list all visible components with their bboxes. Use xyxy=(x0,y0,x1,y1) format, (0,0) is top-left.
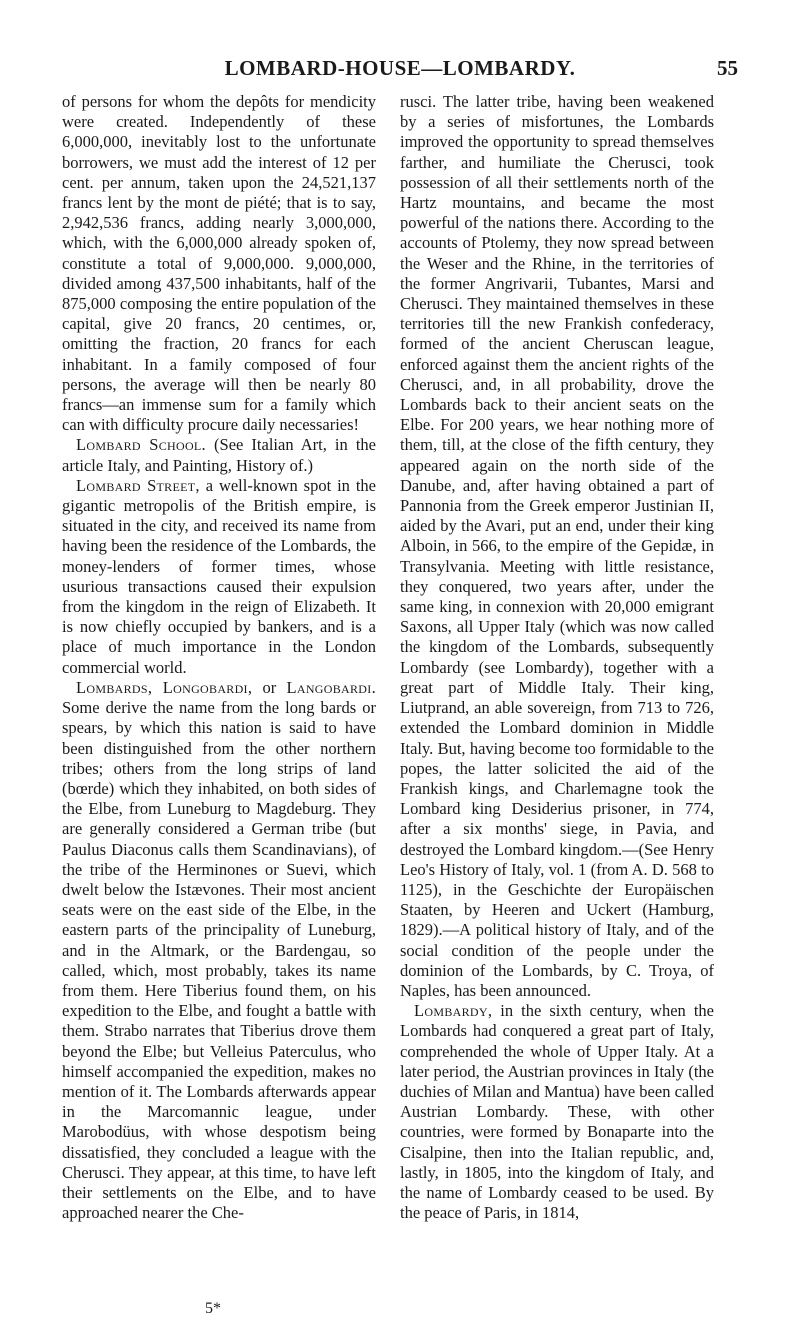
entry-lombard-street xyxy=(62,476,376,678)
signature-mark: 5* xyxy=(205,1300,221,1317)
entry-headword: Lombardy, xyxy=(414,1001,493,1021)
entry-headword: Lombard School. xyxy=(76,435,206,455)
entry-lombards xyxy=(62,678,376,1223)
entry-headword: Lombard Street, xyxy=(76,475,200,495)
entry-lombard-school xyxy=(62,435,376,475)
right-column xyxy=(400,92,714,1223)
page-header xyxy=(62,56,738,80)
entry-lombardy xyxy=(400,1001,714,1223)
left-column xyxy=(62,92,376,1223)
running-head: LOMBARD-HOUSE—LOMBARDY. xyxy=(224,56,576,80)
page-number: 55 xyxy=(717,56,738,80)
entry-headword-alt: Langobardi. xyxy=(286,677,376,697)
entry-body: in the sixth century, when the Lombards had conquered a great part of Italy, comprehended the whole of Upper Italy. At a later period, the Austrian provinces in Italy (the duchies of Milan and Mantua) have been called Austrian Lombardy. These, with other countries, were formed by Bonaparte into the Cisalpine, then into the Italian republic, and, lastly, in 1805, into the kingdom of Italy, and the name of Lombardy ceased to be used. By the peace of Paris, in 1814, xyxy=(400,1001,714,1223)
entry-body: a well-known spot in the gigantic metropolis of the British empire, is situated in the city, and received its name from having been the residence of the Lombards, the money-lenders of former times, whose usurious transactions caused their expulsion from the kingdom in the reign of Elizabeth. It is now chiefly occupied by bankers, and is a place of much importance in the London commercial world. xyxy=(62,475,376,677)
entry-body: (See Italian Art, in the article Italy, and Painting, History of.) xyxy=(62,435,376,475)
entry-body: Some derive the name from the long bards or spears, by which this nation is said to have been distinguished from the other northern tribes; others from the long strips of land (bœrde) which they inhabited, on both sides of the Elbe, from Luneburg to Magdeburg. They are generally considered a German tribe (but Paulus Diaconus calls them Scandinavians), of the tribe of the Herminones or Suevi, which dwelt below the Istævones. Their most ancient seats were on the east side of the Elbe, in the eastern parts of the principality of Luneburg, and in the Altmark, or the Bardengau, so called, which, most probably, takes its name from them. Here Tiberius found them, on his expedition to the Elbe, and fought a battle with them. Strabo narrates that Tiberius drove them beyond the Elbe; but Velleius Paterculus, who himself accompanied the expedition, makes no mention of it. The Lombards afterwards appear in the Marcomannic league, under Marobodüus, with whose despotism being dissatisfied, they concluded a league with the Cherusci. They appear, at this time, to have left their settlements on the Elbe, and to have approached nearer the Che- xyxy=(62,698,376,1223)
paragraph-lombard-history: rusci. The latter tribe, having been weakened by a series of misfortunes, the Lombards improved the opportunity to spread themselves farther, and humiliate the Cherusci, took possession of all their settlements north of the Hartz mountains, and became the most powerful of the nations there. According to the accounts of Ptolemy, they now spread between the Weser and the Rhine, in the territories of the former Angrivarii, Tubantes, Marsi and Cherusci. They maintained themselves in these territories till the new Frankish confederacy, formed of the ancient Cheruscan league, enforced against them the ancient rights of the Cherusci, and, in all probability, drove the Lombards back to their ancient seats on the Elbe. For 200 years, we hear nothing more of them, till, at the close of the fifth century, they appeared again on the north side of the Danube, and, after having obtained a part of Pannonia from the Greek emperor Justinian II, aided by the Avari, put an end, under their king Alboin, in 566, to the empire of the Gepidæ, in Transylvania. Meeting with little resistance, they conquered, two years after, under the same king, in connexion with 20,000 emigrant Saxons, all Upper Italy (which was now called the kingdom of the Lombards, subsequently Lombardy (see Lombardy), together with a great part of Middle Italy. Their king, Liutprand, an able sovereign, from 713 to 726, extended the Lombard dominion in Middle Italy. But, having become too formidable to the popes, the latter solicited the aid of the Frankish kings, and Charlemagne took the Lombard king Desiderius prisoner, in 774, after a six months' siege, in Pavia, and destroyed the Lombard kingdom.—(See Henry Leo's History of Italy, vol. 1 (from A. D. 568 to 1125), in the Geschichte der Europäischen Staaten, by Heeren and Uckert (Hamburg, 1829).—A political history of Italy, and of the social condition of the people under the dominion of the Lombards, by C. Troya, of Naples, has been announced. xyxy=(400,92,714,1000)
entry-headword: Lombards, Longobardi, xyxy=(76,677,253,697)
entry-connector: or xyxy=(252,677,287,697)
paragraph-mont-de-piete: of persons for whom the depôts for mendicity were created. Independently of these 6,000,000, inevitably lost to the unfortunate borrowers, we must add the interest of 12 per cent. per annum, taken upon the 24,521,137 francs lent by the mont de piété; that is to say, 2,942,536 francs, adding nearly 3,000,000, which, with the 6,000,000 already spoken of, constitute a total of 9,000,000. 9,000,000, divided among 437,500 inhabitants, half of the 875,000 composing the entire population of the capital, give 20 francs, 20 centimes, or, omitting the fraction, 20 francs for each inhabitant. In a family composed of four persons, the average will then be nearly 80 francs—an immense sum for a family which can with difficulty procure daily necessaries! xyxy=(62,92,376,435)
